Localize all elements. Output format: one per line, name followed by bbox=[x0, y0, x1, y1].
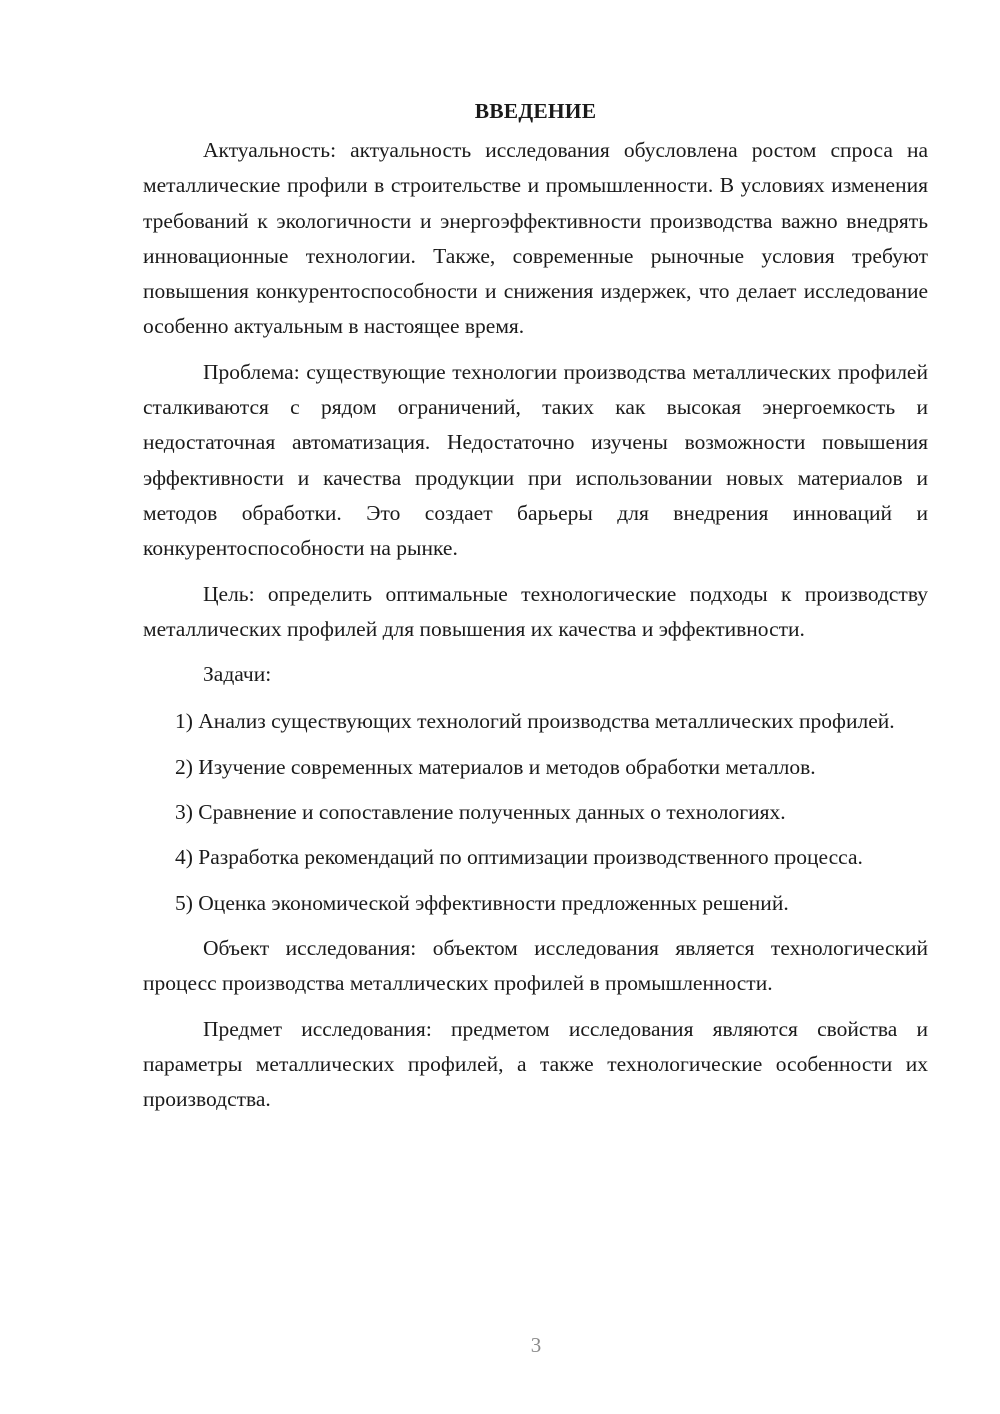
task-item-2: 2) Изучение современных материалов и методов обработки металлов. bbox=[175, 754, 816, 779]
relevance-paragraph: Актуальность: актуальность исследования обусловлена ростом спроса на металлические профили в строительстве и промышленности. В условиях изменения требований к экологичности и энергоэффективности производства важно внедрять инновационные технологии. Также, современные рыночные условия требуют повышения конкурентоспособности и снижения издержек, что делает исследование особенно актуальным в настоящее время. bbox=[143, 138, 928, 339]
task-item-4: 4) Разработка рекомендаций по оптимизации производственного процесса. bbox=[175, 845, 863, 870]
task-item-5: 5) Оценка экономической эффективности предложенных решений. bbox=[175, 890, 789, 915]
page-number: 3 bbox=[530, 1333, 542, 1357]
problem-paragraph: Проблема: существующие технологии производства металлических профилей сталкиваются с рядом ограничений, таких как высокая энергоемкость и недостаточная автоматизация. Недостаточно изучены возможности повышения эффективности и качества продукции при использовании новых материалов и методов обработки. Это создает барьеры для внедрения инноваций и конкурентоспособности на рынке. bbox=[143, 359, 928, 561]
page-title: ВВЕДЕНИЕ bbox=[474, 99, 597, 123]
tasks-heading: Задачи: bbox=[203, 662, 272, 687]
task-item-3: 3) Сравнение и сопоставление полученных данных о технологиях. bbox=[175, 800, 786, 825]
object-paragraph: Объект исследования: объектом исследования является технологический процесс производства металлических профилей в промышленности. bbox=[143, 935, 928, 996]
task-item-1: 1) Анализ существующих технологий производства металлических профилей. bbox=[175, 709, 895, 734]
page-content bbox=[143, 95, 928, 1127]
subject-paragraph: Предмет исследования: предметом исследования являются свойства и параметры металлических профилей, а также технологические особенности их производства. bbox=[143, 1016, 928, 1112]
goal-paragraph: Цель: определить оптимальные технологические подходы к производству металлических профилей для повышения их качества и эффективности. bbox=[143, 581, 928, 641]
